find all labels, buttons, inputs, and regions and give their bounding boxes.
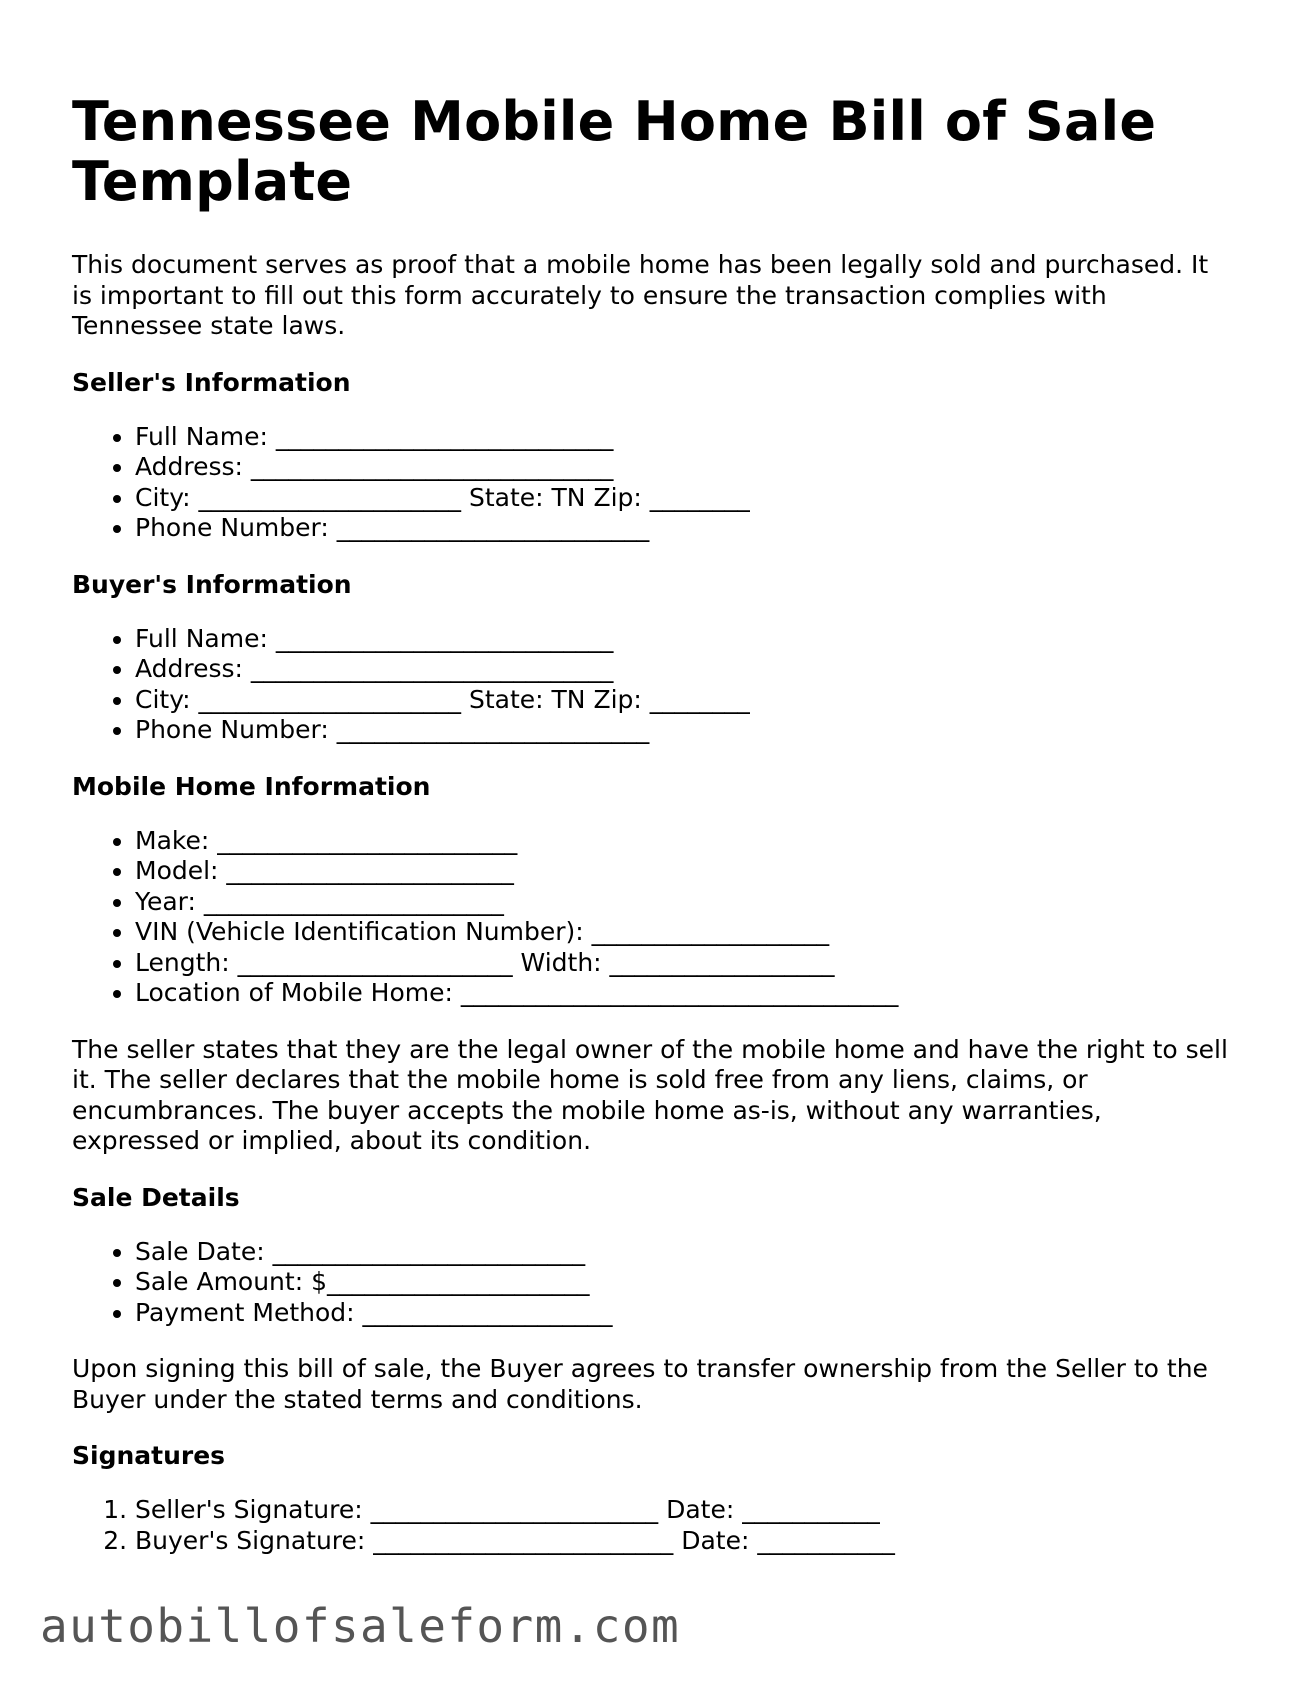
location-field[interactable]: • Location of Mobile Home: ___________________________________: [135, 978, 1232, 1009]
page-title: Tennessee Mobile Home Bill of Sale Template: [72, 90, 1157, 213]
seller-signature-field[interactable]: 1. Seller's Signature: _______________________ Date: ___________: [135, 1495, 1232, 1526]
mobile-home-heading: Mobile Home Information: [72, 771, 431, 801]
signatures-heading: Signatures: [72, 1441, 226, 1470]
seller-full-name-field[interactable]: • Full Name: ___________________________: [135, 422, 1232, 453]
year-field[interactable]: • Year: ________________________: [135, 887, 1232, 918]
seller-city-state-zip-field[interactable]: • City: _____________________ State: TN Zip: ________: [135, 483, 1232, 514]
buyer-field-list: [72, 624, 1232, 746]
ownership-statement: The seller states that they are the legal owner of the mobile home and have the right to sell it. The seller declares that the mobile home is sold free from any liens, claims, or encumbrances. The buyer accepts the mobile home as-is, without any warranties, expressed or implied, about its condition.: [72, 1034, 1228, 1155]
payment-method-field[interactable]: • Payment Method: ____________________: [135, 1298, 1232, 1329]
seller-field-list: [72, 422, 1232, 544]
vin-field[interactable]: • VIN (Vehicle Identification Number): ___________________: [135, 917, 1232, 948]
sale-amount-field[interactable]: • Sale Amount: $_____________________: [135, 1267, 1232, 1298]
sale-details-field-list: [72, 1237, 1232, 1329]
buyer-heading: Buyer's Information: [72, 569, 352, 599]
buyer-phone-field[interactable]: • Phone Number: _________________________: [135, 715, 1232, 746]
transfer-statement: Upon signing this bill of sale, the Buyer agrees to transfer ownership from the Seller to the Buyer under the stated terms and conditions.: [72, 1354, 1208, 1414]
mobile-home-field-list: [72, 826, 1232, 1009]
model-field[interactable]: • Model: _______________________: [135, 856, 1232, 887]
intro-paragraph: This document serves as proof that a mobile home has been legally sold and purchased. It is important to fill out this form accurately to ensure the transaction complies with Tennessee state laws.: [72, 250, 1209, 340]
length-width-field[interactable]: • Length: ______________________ Width: __________________: [135, 948, 1232, 979]
document-page: [72, 92, 1232, 1556]
buyer-full-name-field[interactable]: • Full Name: ___________________________: [135, 624, 1232, 655]
seller-phone-field[interactable]: • Phone Number: _________________________: [135, 513, 1232, 544]
buyer-signature-field[interactable]: 2. Buyer's Signature: ________________________ Date: ___________: [135, 1526, 1232, 1557]
buyer-address-field[interactable]: • Address: _____________________________: [135, 654, 1232, 685]
watermark: autobillofsaleform.com: [40, 1599, 681, 1653]
seller-heading: Seller's Information: [72, 367, 351, 397]
sale-date-field[interactable]: • Sale Date: _________________________: [135, 1237, 1232, 1268]
sale-details-heading: Sale Details: [72, 1182, 240, 1212]
make-field[interactable]: • Make: ________________________: [135, 826, 1232, 857]
seller-address-field[interactable]: • Address: _____________________________: [135, 452, 1232, 483]
buyer-city-state-zip-field[interactable]: • City: _____________________ State: TN Zip: ________: [135, 685, 1232, 716]
signatures-list: [72, 1495, 1232, 1556]
